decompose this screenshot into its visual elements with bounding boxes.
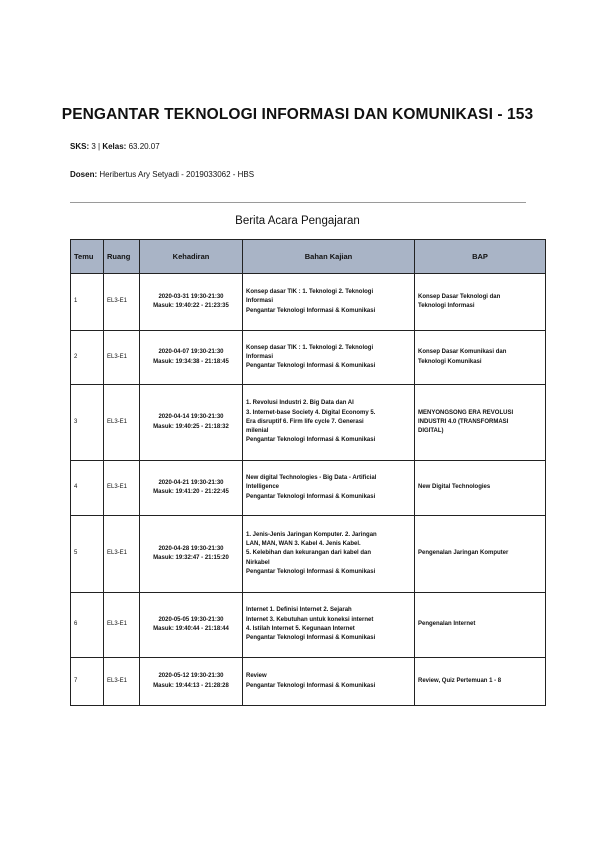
cell-ruang: EL3-E1: [104, 593, 140, 658]
cell-temu: 6: [71, 593, 104, 658]
bahan-line: Internet 3. Kebutuhan untuk koneksi internet: [246, 616, 374, 623]
schedule-time: 2020-05-05 19:30-21:30: [158, 616, 224, 623]
cell-temu: 3: [71, 385, 104, 461]
bahan-line: Konsep dasar TIK : 1. Teknologi 2. Teknologi: [246, 344, 374, 351]
attendance-time: Masuk: 19:40:25 - 21:18:32: [153, 423, 229, 430]
cell-bahan-kajian: [243, 274, 415, 331]
cell-ruang: EL3-E1: [104, 658, 140, 706]
cell-ruang: EL3-E1: [104, 274, 140, 331]
header-bap: BAP: [415, 240, 546, 274]
bahan-line: Informasi: [246, 353, 274, 360]
cell-bap: [415, 331, 546, 385]
bap-line: Teknologi Informasi: [418, 303, 475, 309]
schedule-time: 2020-04-21 19:30-21:30: [158, 479, 224, 486]
bahan-line: Internet 1. Definisi Internet 2. Sejarah: [246, 607, 352, 614]
bap-line: Konsep Dasar Komunikasi dan: [418, 349, 507, 356]
attendance-time: Masuk: 19:44:13 - 21:28:28: [153, 682, 229, 689]
attendance-time: Masuk: 19:34:38 - 21:18:45: [153, 358, 229, 365]
bahan-line: LAN, MAN, WAN 3. Kabel 4. Jenis Kabel.: [246, 541, 361, 548]
bahan-line: New digital Technologies - Big Data - Artificial: [246, 475, 377, 482]
sks-label: SKS:: [70, 142, 90, 151]
kelas-value: 63.20.07: [126, 142, 160, 151]
cell-bahan-kajian: [243, 593, 415, 658]
bap-line: INDUSTRI 4.0 (TRANSFORMASI: [418, 418, 509, 425]
bap-line: Teknologi Komunikasi: [418, 358, 482, 365]
schedule-time: 2020-04-07 19:30-21:30: [158, 349, 224, 356]
bap-line: Pengenalan Jaringan Komputer: [418, 550, 509, 557]
cell-kehadiran: [140, 461, 243, 516]
cell-temu: 5: [71, 516, 104, 593]
table-row: [71, 461, 546, 516]
bahan-line: Konsep dasar TIK : 1. Teknologi 2. Teknologi: [246, 289, 374, 296]
bahan-line: 1. Revolusi Industri 2. Big Data dan AI: [246, 400, 354, 407]
cell-kehadiran: [140, 385, 243, 461]
table-row: [71, 593, 546, 658]
cell-kehadiran: [140, 658, 243, 706]
bahan-line: Pengantar Teknologi Informasi & Komunikasi: [246, 493, 376, 500]
bahan-line: Review: [246, 673, 267, 680]
cell-temu: 4: [71, 461, 104, 516]
table-row: [71, 331, 546, 385]
table-header-row: [71, 240, 546, 274]
schedule-time: 2020-04-28 19:30-21:30: [158, 545, 224, 552]
header-kehadiran: Kehadiran: [140, 240, 243, 274]
attendance-time: Masuk: 19:40:22 - 21:23:35: [153, 303, 229, 309]
dosen-value: Heribertus Ary Setyadi - 2019033062 - HBS: [97, 170, 255, 179]
section-title: Berita Acara Pengajaran: [235, 215, 360, 227]
cell-bahan-kajian: [243, 461, 415, 516]
bahan-line: Pengantar Teknologi Informasi & Komunikasi: [246, 307, 376, 314]
attendance-time: Masuk: 19:41:20 - 21:22:45: [153, 489, 229, 495]
cell-bap: [415, 385, 546, 461]
table-row: [71, 658, 546, 706]
cell-temu: 2: [71, 331, 104, 385]
header-ruang: Ruang: [104, 240, 140, 274]
bahan-line: Era disruptif 6. Firm life cycle 7. Generasi: [246, 418, 364, 425]
schedule-time: 2020-04-14 19:30-21:30: [158, 414, 224, 421]
header-temu: Temu: [71, 240, 104, 274]
sks-value: 3 |: [89, 142, 103, 151]
cell-bahan-kajian: [243, 385, 415, 461]
cell-ruang: EL3-E1: [104, 331, 140, 385]
attendance-time: Masuk: 19:40:44 - 21:18:44: [153, 626, 229, 632]
schedule-time: 2020-03-31 19:30-21:30: [158, 293, 224, 300]
bahan-line: Pengantar Teknologi Informasi & Komunikasi: [246, 682, 376, 689]
cell-bahan-kajian: [243, 516, 415, 593]
divider: [70, 202, 526, 203]
table-row: [71, 516, 546, 593]
header-bahan-kajian: Bahan Kajian: [243, 240, 415, 274]
kelas-label: Kelas:: [102, 142, 127, 151]
cell-temu: 7: [71, 658, 104, 706]
bahan-line: Pengantar Teknologi Informasi & Komunikasi: [246, 568, 376, 575]
bap-line: Pengenalan Internet: [418, 621, 476, 628]
cell-bahan-kajian: [243, 331, 415, 385]
bap-line: Konsep Dasar Teknologi dan: [418, 293, 501, 300]
bap-line: Review, Quiz Pertemuan 1 - 8: [418, 677, 502, 684]
bahan-line: Intelligence: [246, 484, 280, 491]
cell-bap: [415, 274, 546, 331]
bap-line: New Digital Technologies: [418, 484, 491, 491]
cell-bap: [415, 516, 546, 593]
bahan-line: 1. Jenis-Jenis Jaringan Komputer. 2. Jaringan: [246, 531, 377, 538]
table-row: [71, 385, 546, 461]
bahan-line: Pengantar Teknologi Informasi & Komunikasi: [246, 363, 376, 370]
cell-kehadiran: [140, 593, 243, 658]
course-meta: [70, 142, 160, 151]
dosen-label: Dosen:: [70, 170, 98, 179]
schedule-time: 2020-05-12 19:30-21:30: [158, 673, 224, 680]
attendance-time: Masuk: 19:32:47 - 21:15:20: [153, 555, 229, 561]
cell-bahan-kajian: [243, 658, 415, 706]
cell-kehadiran: [140, 274, 243, 331]
cell-temu: 1: [71, 274, 104, 331]
cell-ruang: EL3-E1: [104, 385, 140, 461]
bahan-line: Informasi: [246, 298, 274, 305]
cell-ruang: EL3-E1: [104, 516, 140, 593]
table-row: [71, 274, 546, 331]
course-title: PENGANTAR TEKNOLOGI INFORMASI DAN KOMUNIKASI - 153: [61, 106, 534, 123]
bap-line: DIGITAL): [418, 428, 444, 435]
cell-bap: [415, 658, 546, 706]
bahan-line: 5. Kelebihan dan kekurangan dari kabel dan: [246, 550, 372, 557]
cell-ruang: EL3-E1: [104, 461, 140, 516]
cell-kehadiran: [140, 516, 243, 593]
teaching-record-table: [70, 239, 546, 706]
cell-kehadiran: [140, 331, 243, 385]
cell-bap: [415, 593, 546, 658]
bahan-line: Nirkabel: [246, 559, 270, 566]
bahan-line: Pengantar Teknologi Informasi & Komunikasi: [246, 635, 376, 642]
lecturer-info: [70, 170, 254, 179]
bahan-line: Pengantar Teknologi Informasi & Komunikasi: [246, 437, 376, 444]
bahan-line: 4. Istilah Internet 5. Kegunaan Internet: [246, 626, 355, 632]
bahan-line: 3. Internet-base Society 4. Digital Economy 5.: [246, 409, 376, 416]
cell-bap: [415, 461, 546, 516]
bap-line: MENYONGSONG ERA REVOLUSI: [418, 409, 514, 416]
bahan-line: milenial: [246, 428, 269, 435]
